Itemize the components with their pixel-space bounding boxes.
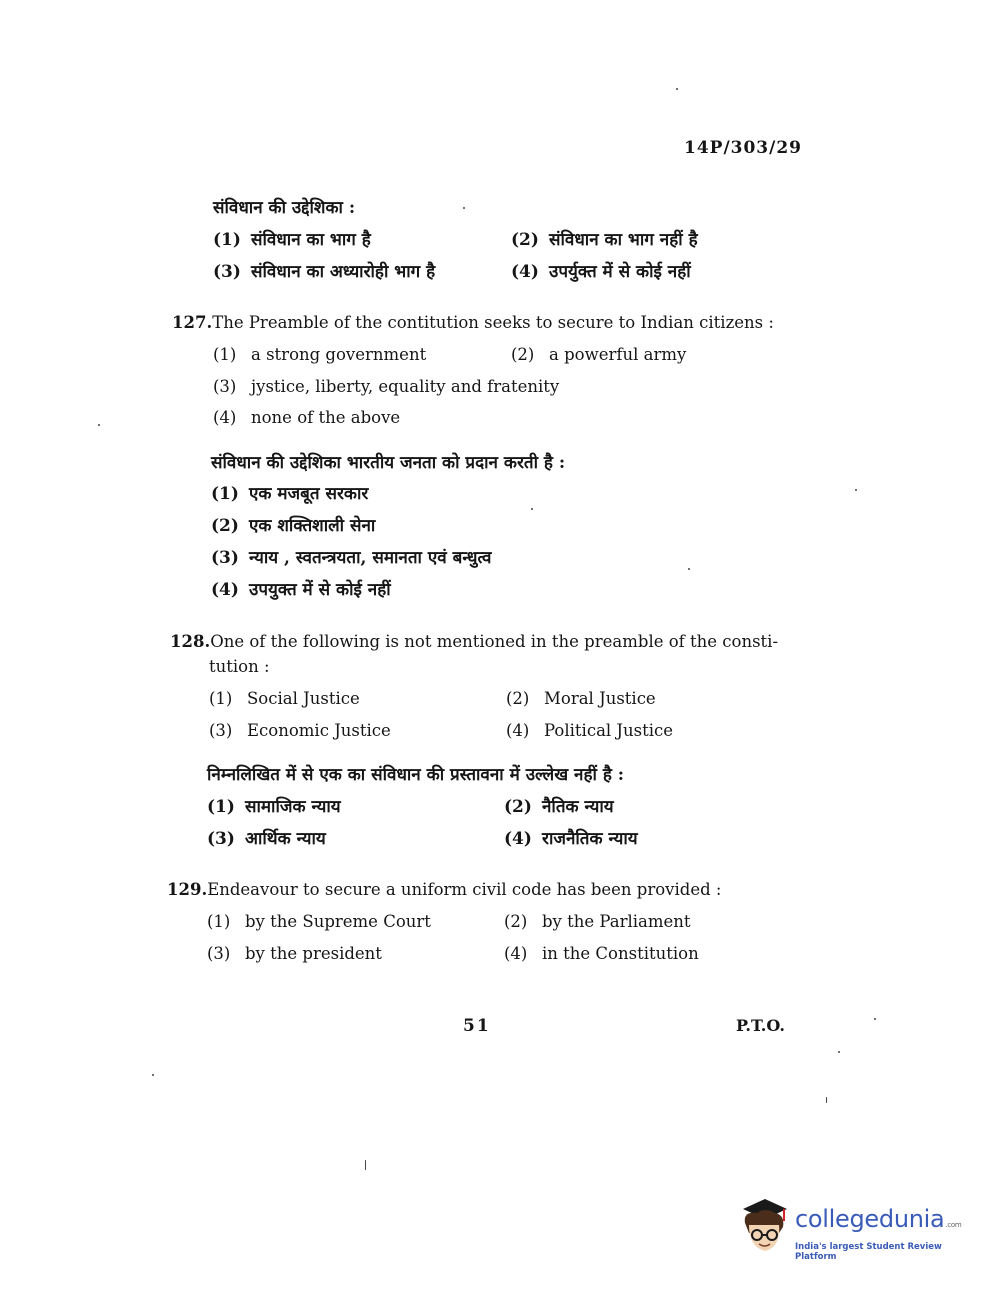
option-number: (2) (504, 797, 532, 817)
collegedunia-watermark (735, 1197, 965, 1262)
option-number: (3) (213, 377, 237, 396)
option-text: संविधान का अध्यारोही भाग है (251, 262, 436, 282)
option-text: उपर्युक्त में से कोई नहीं (549, 262, 691, 282)
option-text: राजनैतिक न्याय (542, 829, 638, 849)
q128-option-1 (209, 689, 360, 708)
option-number: (3) (211, 548, 239, 568)
question-number: 129. (167, 880, 208, 899)
q127-stem (172, 313, 774, 332)
option-number: (3) (209, 721, 233, 740)
q129-option-1 (207, 912, 431, 931)
option-number: (4) (506, 721, 530, 740)
q128-option-3 (209, 721, 391, 740)
q129-option-4 (504, 944, 699, 963)
page-number: 51 (463, 1016, 491, 1036)
option-number: (1) (207, 912, 231, 931)
option-number: (4) (511, 262, 539, 282)
q127-option-3 (213, 377, 559, 396)
scan-speck (463, 207, 465, 209)
option-text: नैतिक न्याय (542, 797, 614, 817)
scan-speck (365, 1160, 366, 1170)
option-number: (2) (504, 912, 528, 931)
graduate-mascot-icon (735, 1197, 793, 1259)
option-text: संविधान का भाग नहीं है (549, 230, 698, 250)
option-text: एक मजबूत सरकार (249, 484, 369, 504)
option-text: Social Justice (247, 689, 360, 708)
q128-hindi-option-1 (207, 794, 341, 817)
option-text: आर्थिक न्याय (245, 829, 326, 849)
paper-code: 14P/303/29 (684, 138, 803, 158)
q127-option-1 (213, 345, 426, 364)
option-number: (4) (504, 944, 528, 963)
option-number: (1) (211, 484, 239, 504)
option-number: (3) (207, 829, 235, 849)
option-number: (4) (211, 580, 239, 600)
scan-speck (838, 1051, 840, 1053)
option-number: (2) (506, 689, 530, 708)
q126-hindi-stem: संविधान की उद्देशिका : (213, 198, 356, 218)
option-number: (2) (511, 230, 539, 250)
scan-speck (531, 508, 533, 510)
brand-word: collegedunia (795, 1205, 945, 1233)
q126-hindi-option-3 (213, 259, 435, 282)
brand-tagline: India's largest Student Review Platform (795, 1242, 942, 1262)
option-text: by the Parliament (542, 912, 691, 931)
option-text: संविधान का भाग है (251, 230, 371, 250)
option-text: by the Supreme Court (245, 912, 431, 931)
scan-speck (874, 1018, 876, 1020)
option-number: (1) (207, 797, 235, 817)
q127-hindi-option-3 (211, 545, 491, 568)
pto-label: P.T.O. (736, 1016, 785, 1035)
scan-speck (98, 424, 100, 426)
question-number: 128. (170, 632, 211, 651)
scan-speck (688, 568, 690, 570)
q127-hindi-option-2 (211, 513, 375, 536)
q128-option-4 (506, 721, 673, 740)
option-number: (4) (504, 829, 532, 849)
brand-name (795, 1205, 961, 1233)
option-number: (3) (213, 262, 241, 282)
option-number: (1) (209, 689, 233, 708)
q129-stem (167, 880, 721, 899)
q127-hindi-option-1 (211, 481, 368, 504)
q127-option-2 (511, 345, 686, 364)
scan-speck (855, 489, 857, 491)
question-text: Endeavour to secure a uniform civil code has been provided : (207, 880, 722, 899)
option-number: (2) (211, 516, 239, 536)
q126-hindi-option-1 (213, 227, 371, 250)
q128-hindi-option-3 (207, 826, 326, 849)
option-text: उपयुक्त में से कोई नहीं (249, 580, 391, 600)
q128-stem-continued: tution : (209, 657, 270, 676)
option-text: सामाजिक न्याय (245, 797, 341, 817)
option-text: in the Constitution (542, 944, 699, 963)
q128-hindi-option-4 (504, 826, 638, 849)
q128-hindi-stem: निम्नलिखित में से एक का संविधान की प्रस्तावना में उल्लेख नहीं है : (207, 765, 625, 785)
option-text: Economic Justice (247, 721, 391, 740)
option-text: jystice, liberty, equality and fratenity (251, 377, 560, 396)
scan-speck (676, 88, 678, 90)
q128-hindi-option-2 (504, 794, 614, 817)
q126-hindi-option-4 (511, 259, 691, 282)
q127-hindi-stem: संविधान की उद्देशिका भारतीय जनता को प्रदान करती है : (211, 453, 566, 473)
scan-speck (826, 1097, 827, 1103)
option-number: (3) (207, 944, 231, 963)
option-number: (1) (213, 230, 241, 250)
option-text: by the president (245, 944, 382, 963)
scan-speck (152, 1074, 154, 1076)
option-number: (1) (213, 345, 237, 364)
q129-option-2 (504, 912, 691, 931)
question-text: One of the following is not mentioned in the preamble of the consti- (210, 632, 779, 651)
brand-suffix: .com (945, 1221, 962, 1229)
option-text: a powerful army (549, 345, 687, 364)
option-number: (2) (511, 345, 535, 364)
q128-stem (170, 632, 778, 651)
option-text: एक शक्तिशाली सेना (249, 516, 376, 536)
option-text: Moral Justice (544, 689, 656, 708)
question-number: 127. (172, 313, 213, 332)
q127-hindi-option-4 (211, 577, 391, 600)
q126-hindi-option-2 (511, 227, 698, 250)
option-text: Political Justice (544, 721, 674, 740)
question-text: The Preamble of the contitution seeks to secure to Indian citizens : (212, 313, 774, 332)
q127-option-4 (213, 408, 400, 427)
option-number: (4) (213, 408, 237, 427)
option-text: a strong government (251, 345, 427, 364)
q129-option-3 (207, 944, 382, 963)
q128-option-2 (506, 689, 656, 708)
option-text: none of the above (251, 408, 401, 427)
option-text: न्याय , स्वतन्त्रयता, समानता एवं बन्धुत्व (249, 548, 492, 568)
